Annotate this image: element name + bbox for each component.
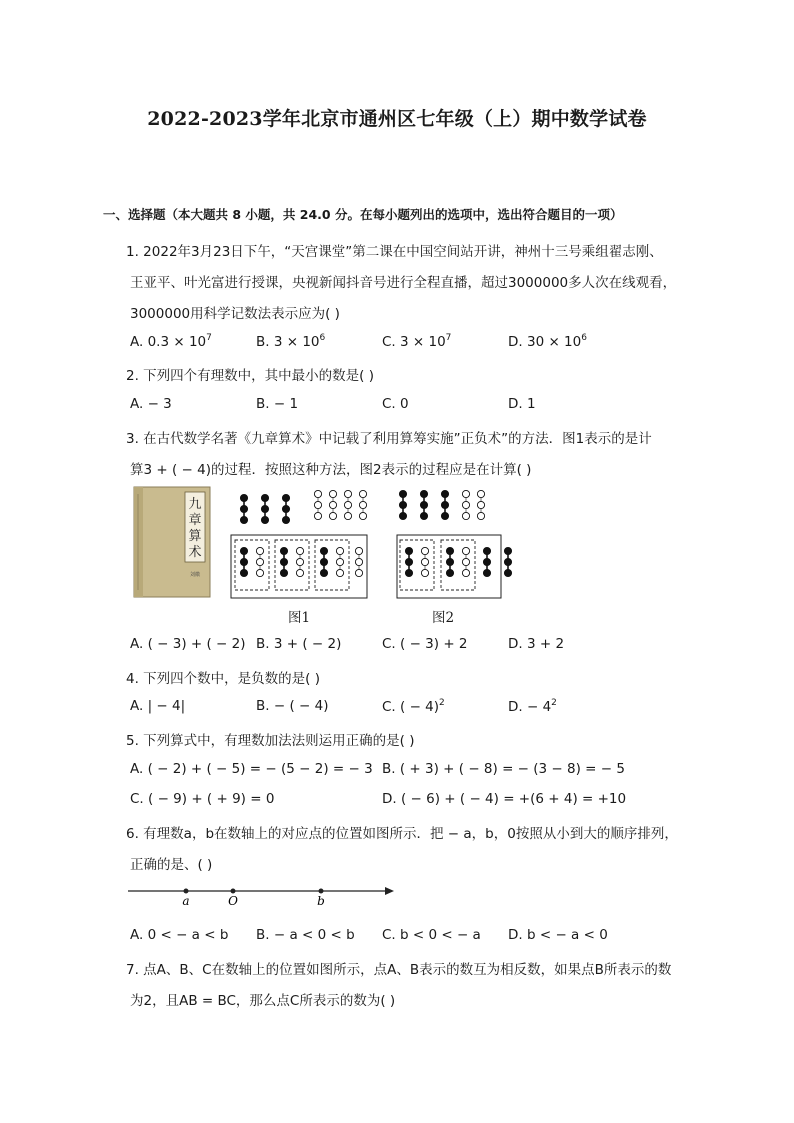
positive-rod xyxy=(280,558,287,565)
positive-rod xyxy=(405,547,412,554)
fig2-caption: 图2 xyxy=(432,610,455,626)
negative-rod xyxy=(329,490,336,497)
point-b xyxy=(319,889,324,894)
book-title-char-2: 章 xyxy=(188,513,202,528)
fig2-box xyxy=(397,535,501,598)
book-title-char-3: 算 xyxy=(188,529,202,544)
positive-rod xyxy=(399,490,406,497)
q1-option-c: C. $3 \times 10^7$ xyxy=(382,333,452,350)
label-a: a xyxy=(182,894,190,908)
negative-rod xyxy=(336,558,343,565)
positive-rod xyxy=(405,569,412,576)
q4-option-a: A. | − 4| xyxy=(130,698,186,714)
positive-rod xyxy=(483,569,490,576)
negative-rod xyxy=(359,512,366,519)
positive-rod xyxy=(399,501,406,508)
positive-rod xyxy=(446,547,453,554)
page-title: 2022-2023学年北京市通州区七年级（上）期中数学试卷 xyxy=(147,108,647,130)
negative-rod xyxy=(421,547,428,554)
negative-rod xyxy=(462,569,469,576)
positive-rod xyxy=(261,494,268,501)
q3-option-c: C. ( − 3) + 2 xyxy=(382,636,468,652)
negative-rod xyxy=(296,547,303,554)
q6-line2: 正确的是、( ) xyxy=(130,857,213,873)
negative-rod xyxy=(314,512,321,519)
positive-rod xyxy=(405,558,412,565)
pair-dashed-box xyxy=(441,540,475,590)
positive-rod xyxy=(320,569,327,576)
pair-dashed-box xyxy=(400,540,434,590)
negative-rod xyxy=(256,558,263,565)
q7-line1: 7. 点A、B、C在数轴上的位置如图所示，点A、B表示的数互为相反数，如果点B所表示的数 xyxy=(126,962,672,978)
book-title-char-1: 九 xyxy=(188,497,202,512)
book-cover-image xyxy=(134,487,210,597)
negative-rod xyxy=(477,512,484,519)
q3-option-d: D. 3 + 2 xyxy=(508,636,565,652)
positive-rod xyxy=(320,547,327,554)
q4-option-b: B. − ( − 4) xyxy=(256,698,329,714)
positive-rod xyxy=(280,547,287,554)
positive-rod xyxy=(320,558,327,565)
positive-rod xyxy=(282,505,289,512)
negative-rod xyxy=(314,490,321,497)
negative-rod xyxy=(359,490,366,497)
q5-line1: 5. 下列算式中，有理数加法法则运用正确的是( ) xyxy=(126,733,415,749)
negative-rod xyxy=(477,501,484,508)
q3-line2: 算3 + ( − 4)的过程．按照这种方法，图2表示的过程应是在计算( ) xyxy=(130,462,532,478)
q2-line1: 2. 下列四个有理数中，其中最小的数是( ) xyxy=(126,368,374,384)
positive-rod xyxy=(240,494,247,501)
positive-rod xyxy=(240,558,247,565)
fig2-top-rods xyxy=(399,490,484,519)
fig1-top-rods xyxy=(240,490,366,523)
section-header: 一、选择题（本大题共 8 小题，共 24.0 分。在每小题列出的选项中，选出符合题目的一项） xyxy=(103,207,623,222)
q2-option-c: C. 0 xyxy=(382,396,409,412)
book-footer: 刘徽 xyxy=(189,572,201,578)
negative-rod xyxy=(421,558,428,565)
negative-rod xyxy=(462,512,469,519)
pair-dashed-box xyxy=(235,540,269,590)
fig2-box-rods xyxy=(400,540,512,590)
q6-option-d: D. b < − a < 0 xyxy=(508,927,608,943)
positive-rod xyxy=(261,505,268,512)
q5-option-a: A. ( − 2) + ( − 5) = − (5 − 2) = − 3 xyxy=(130,761,373,777)
negative-rod xyxy=(477,490,484,497)
positive-rod xyxy=(483,558,490,565)
positive-rod xyxy=(240,569,247,576)
positive-rod xyxy=(504,569,511,576)
q4-option-c: C. ( − 4)$^2$ xyxy=(382,698,445,715)
negative-rod xyxy=(355,558,362,565)
q5-option-d: D. ( − 6) + ( − 4) = +(6 + 4) = +10 xyxy=(382,791,627,807)
positive-rod xyxy=(504,558,511,565)
q6-option-c: C. b < 0 < − a xyxy=(382,927,481,943)
q1-line3: 3000000用科学记数法表示应为( ) xyxy=(130,306,340,322)
negative-rod xyxy=(355,569,362,576)
positive-rod xyxy=(446,558,453,565)
q6-option-b: B. − a < 0 < b xyxy=(256,927,355,943)
negative-rod xyxy=(421,569,428,576)
q3-option-a: A. ( − 3) + ( − 2) xyxy=(130,636,246,652)
negative-rod xyxy=(355,547,362,554)
q6-number-line xyxy=(126,880,402,910)
fig1-box xyxy=(231,535,367,598)
negative-rod xyxy=(329,501,336,508)
positive-rod xyxy=(261,516,268,523)
q3-figure xyxy=(130,484,520,629)
positive-rod xyxy=(240,516,247,523)
positive-rod xyxy=(441,512,448,519)
positive-rod xyxy=(282,516,289,523)
q5-option-b: B. ( + 3) + ( − 8) = − (3 − 8) = − 5 xyxy=(382,761,625,777)
negative-rod xyxy=(462,490,469,497)
positive-rod xyxy=(483,547,490,554)
negative-rod xyxy=(344,501,351,508)
positive-rod xyxy=(399,512,406,519)
negative-rod xyxy=(296,569,303,576)
q7-line2: 为2，且AB = BC，那么点C所表示的数为( ) xyxy=(130,993,396,1009)
negative-rod xyxy=(462,501,469,508)
negative-rod xyxy=(344,490,351,497)
pair-dashed-box xyxy=(275,540,309,590)
q4-option-d: D. − $4^2$ xyxy=(508,698,557,715)
negative-rod xyxy=(359,501,366,508)
negative-rod xyxy=(256,569,263,576)
q5-option-c: C. ( − 9) + ( + 9) = 0 xyxy=(130,791,275,807)
q1-line1: 1. 2022年3月23日下午，“天宫课堂”第二课在中国空间站开讲，神州十三号乘组翟志刚、 xyxy=(126,244,663,260)
positive-rod xyxy=(441,501,448,508)
positive-rod xyxy=(282,494,289,501)
fig1-box-rods xyxy=(235,540,363,590)
q4-line1: 4. 下列四个数中，是负数的是( ) xyxy=(126,671,320,687)
point-a xyxy=(184,889,189,894)
q1-option-b: B. $3 \times 10^6$ xyxy=(256,333,326,350)
q1-line2: 王亚平、叶光富进行授课，央视新闻抖音号进行全程直播，超过3000000多人次在线观看， xyxy=(130,275,677,291)
book-title-char-4: 术 xyxy=(188,545,202,560)
negative-rod xyxy=(336,547,343,554)
negative-rod xyxy=(462,558,469,565)
q1-option-a: A. $0.3 \times 10^7$ xyxy=(130,333,212,350)
negative-rod xyxy=(329,512,336,519)
q2-option-d: D. 1 xyxy=(508,396,536,412)
positive-rod xyxy=(441,490,448,497)
pair-dashed-box xyxy=(315,540,349,590)
positive-rod xyxy=(280,569,287,576)
q3-option-b: B. 3 + ( − 2) xyxy=(256,636,342,652)
negative-rod xyxy=(344,512,351,519)
number-line-arrow xyxy=(385,887,394,895)
q1-option-d: D. $30 \times 10^6$ xyxy=(508,333,587,350)
fig1-caption: 图1 xyxy=(288,610,311,626)
q6-line1: 6. 有理数a，b在数轴上的对应点的位置如图所示．把 − a，b，0按照从小到大的顺序排列， xyxy=(126,826,678,842)
q3-line1: 3. 在古代数学名著《九章算术》中记载了利用算筹实施”正负术”的方法．图1表示的是计 xyxy=(126,431,652,447)
positive-rod xyxy=(420,501,427,508)
negative-rod xyxy=(462,547,469,554)
point-o xyxy=(231,889,236,894)
positive-rod xyxy=(420,490,427,497)
positive-rod xyxy=(446,569,453,576)
label-o: O xyxy=(228,894,238,908)
positive-rod xyxy=(504,547,511,554)
q2-option-b: B. − 1 xyxy=(256,396,299,412)
positive-rod xyxy=(240,505,247,512)
negative-rod xyxy=(296,558,303,565)
q6-option-a: A. 0 < − a < b xyxy=(130,927,229,943)
positive-rod xyxy=(240,547,247,554)
label-b: b xyxy=(317,894,325,908)
positive-rod xyxy=(420,512,427,519)
negative-rod xyxy=(336,569,343,576)
negative-rod xyxy=(314,501,321,508)
negative-rod xyxy=(256,547,263,554)
q2-option-a: A. − 3 xyxy=(130,396,172,412)
